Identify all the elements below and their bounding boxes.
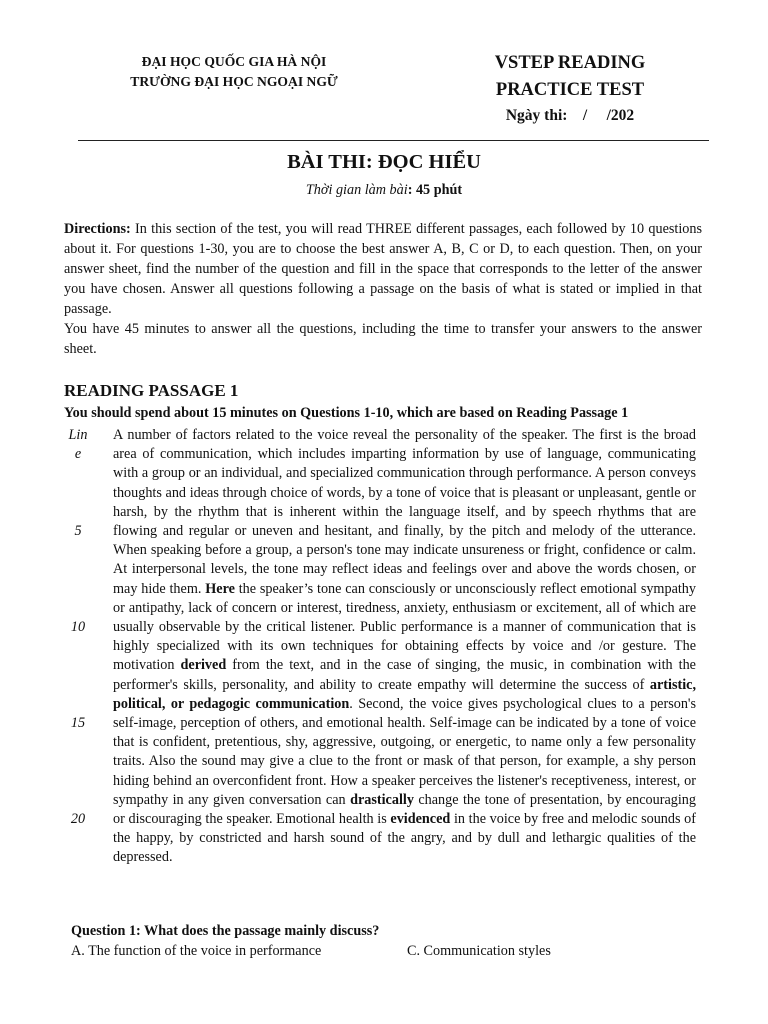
passage-segment: the speaker’s tone can consciously or unconsciously reflect emotional sympathy or antipathy, lack of concern or interest, tiredness, anxiety, enthusiasm or excitement, all of which are usually observable by the critical listener. Public performance is a manner of communication that is highly specialized with its own techniques for obtaining effects by voice and /or gesture. The motivation xyxy=(113,580,696,674)
line-label: e xyxy=(74,446,82,463)
directions-text: In this section of the test, you will read THREE different passages, each followed by 10 questions about it. For questions 1-30, you are to choose the best answer A, B, C or D, to each question. Then, on your answer sheet, find the number of the question and fill in the space that corresponds to the letter of the answer you have chosen. Answer all questions following a passage on the basis of what is stated or implied in that passage. xyxy=(64,221,702,317)
university-name: ĐẠI HỌC QUỐC GIA HÀ NỘI xyxy=(141,54,327,69)
passage-segment: from the text, and in the case of singing, the music, in combination with the performer's skills, personality, and ability to create empathy will determine the success of xyxy=(113,657,696,693)
test-title-line2: PRACTICE TEST xyxy=(495,80,645,100)
question-1-option-a[interactable]: A. The function of the voice in performance xyxy=(71,943,322,959)
test-header xyxy=(470,50,670,128)
directions xyxy=(64,219,702,359)
exam-date: Ngày thi: / /202 xyxy=(505,107,635,124)
line-label: Lin xyxy=(68,427,88,443)
line-number-20: 20 xyxy=(70,811,86,827)
test-title-line1: VSTEP READING xyxy=(494,53,646,73)
directions-time-note: You have 45 minutes to answer all the questions, including the time to transfer your answers to the answer sheet. xyxy=(64,321,702,357)
directions-paragraph xyxy=(64,219,702,319)
duration-value: : 45 phút xyxy=(407,182,463,198)
passage-heading: READING PASSAGE 1 xyxy=(64,381,239,400)
passage-bold-evidenced: evidenced xyxy=(390,811,451,828)
header-divider xyxy=(78,140,709,141)
line-number-5: 5 xyxy=(74,523,82,539)
institution-header xyxy=(98,52,370,92)
passage-segment: A number of factors related to the voice reveal the personality of the speaker. The first is the broad area of communication, which includes imparting information by use of language, communicating with a group or an individual, and specialized communication through performance. A person conveys thoughts and ideas through choice of words, by a tone of voice that is pleasant or unpleasant, gentle or harsh, by the rhythm that is inherent within the language itself, and by speech rhythms that are flowing and regular or uneven and hesitant, and finally, by the pitch and melody of the utterance. When speaking before a group, a person's tone may indicate unsureness or fright, confidence or calm. At interpersonal levels, the tone may reflect ideas and feelings over and above the words chosen, or may hide them. xyxy=(113,427,696,597)
passage-instruction: You should spend about 15 minutes on Questions 1-10, which are based on Reading Passage 1 xyxy=(64,405,629,421)
exam-title: BÀI THI: ĐỌC HIỂU xyxy=(287,151,481,173)
passage-text xyxy=(113,426,696,868)
passage-bold-drastically: drastically xyxy=(350,791,414,808)
line-number-10: 10 xyxy=(70,619,86,635)
question-1: Question 1: What does the passage mainly discuss? xyxy=(71,923,380,939)
passage-segment: change the tone of presentation, by encouraging or discouraging the speaker. Emotional health is xyxy=(113,791,696,828)
question-1-option-c[interactable]: C. Communication styles xyxy=(407,943,551,959)
directions-label: Directions: xyxy=(64,221,131,237)
exam-duration xyxy=(0,180,768,200)
passage-segment: . Second, the voice gives psychological clues to a person's self-image, perception of others, and emotional health. Self-image can be indicated by a tone of voice that is confident, pretentious, shy, aggressive, outgoing, or energetic, to name only a few personality traits. Also the sound may give a clue to the front or mask of that person, for example, a shy person hiding behind an overconfident front. How a speaker perceives the listener's receptiveness, interest, or sympathy in any given conversation can xyxy=(113,695,696,808)
line-number-15: 15 xyxy=(70,715,86,731)
passage-bold-derived: derived xyxy=(180,657,227,674)
passage-bold-communication: artistic, political, or pedagogic communication xyxy=(113,676,696,712)
passage-bold-here: Here xyxy=(205,580,235,597)
school-name: TRƯỜNG ĐẠI HỌC NGOẠI NGỮ xyxy=(130,74,338,89)
duration-label: Thời gian làm bài xyxy=(305,182,408,198)
passage-segment: in the voice by free and melodic sounds of the happy, by constricted and harsh sound of the angry, and by dull and lethargic qualities of the depressed. xyxy=(113,811,696,866)
